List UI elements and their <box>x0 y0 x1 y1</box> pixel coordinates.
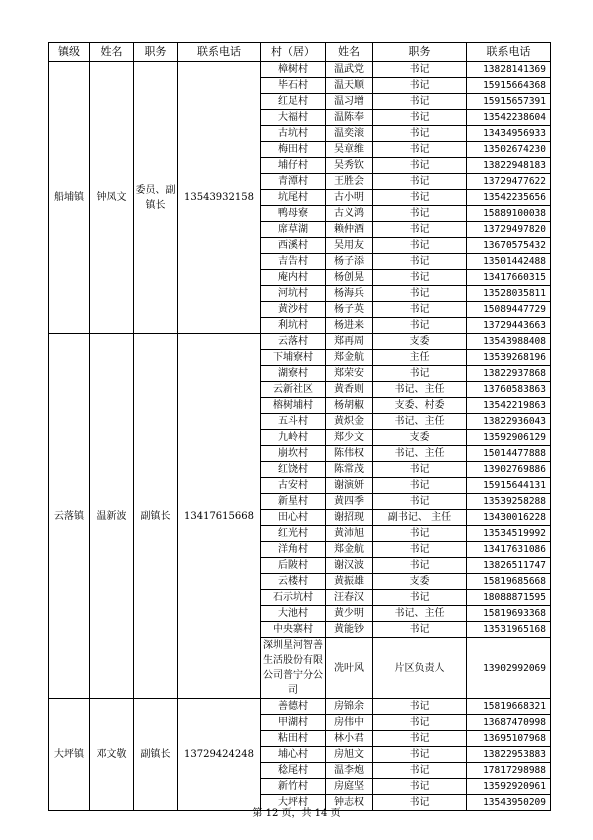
phone-cell: 17817298988 <box>467 763 551 779</box>
village-cell: 九岭村 <box>261 430 326 446</box>
name-cell: 黄沛旭 <box>326 526 373 542</box>
name-cell: 黄少明 <box>326 606 373 622</box>
role-cell: 书记 <box>373 558 467 574</box>
role-cell: 支委 <box>373 334 467 350</box>
role-cell: 书记、主任 <box>373 414 467 430</box>
phone-cell: 13501442488 <box>467 254 551 270</box>
contact-table <box>48 42 551 811</box>
header-leader-phone: 联系电话 <box>178 43 261 62</box>
village-cell: 榕树埔村 <box>261 398 326 414</box>
name-cell: 古小明 <box>326 190 373 206</box>
name-cell: 谢演妍 <box>326 478 373 494</box>
name-cell: 冼叶风 <box>326 638 373 699</box>
role-cell: 书记 <box>373 731 467 747</box>
role-cell: 书记 <box>373 142 467 158</box>
village-cell: 毕石村 <box>261 78 326 94</box>
village-cell: 梅田村 <box>261 142 326 158</box>
village-cell: 云新社区 <box>261 382 326 398</box>
header-row <box>49 43 551 62</box>
name-cell: 温习增 <box>326 94 373 110</box>
name-cell: 温李炮 <box>326 763 373 779</box>
role-cell: 支委 <box>373 430 467 446</box>
town-cell: 大坪镇 <box>49 699 90 811</box>
phone-cell: 13729497820 <box>467 222 551 238</box>
name-cell: 黄香则 <box>326 382 373 398</box>
phone-cell: 13417631086 <box>467 542 551 558</box>
name-cell: 杨海兵 <box>326 286 373 302</box>
village-cell: 大池村 <box>261 606 326 622</box>
phone-cell: 13542235656 <box>467 190 551 206</box>
name-cell: 杨子添 <box>326 254 373 270</box>
name-cell: 杨子英 <box>326 302 373 318</box>
role-cell: 书记 <box>373 542 467 558</box>
village-cell: 下埔寮村 <box>261 350 326 366</box>
role-cell: 书记 <box>373 126 467 142</box>
phone-cell: 15915657391 <box>467 94 551 110</box>
name-cell: 温陈奉 <box>326 110 373 126</box>
role-cell: 书记 <box>373 318 467 334</box>
name-cell: 杨进来 <box>326 318 373 334</box>
phone-cell: 15889100038 <box>467 206 551 222</box>
phone-cell: 13760583863 <box>467 382 551 398</box>
village-cell: 中央寨村 <box>261 622 326 638</box>
role-cell: 书记 <box>373 462 467 478</box>
role-cell: 书记 <box>373 222 467 238</box>
role-cell: 书记 <box>373 366 467 382</box>
phone-cell: 13417660315 <box>467 270 551 286</box>
phone-cell: 13543988408 <box>467 334 551 350</box>
village-cell: 田心村 <box>261 510 326 526</box>
village-cell: 鸭母寮 <box>261 206 326 222</box>
role-cell: 书记 <box>373 622 467 638</box>
village-cell: 吉告村 <box>261 254 326 270</box>
role-cell: 书记、主任 <box>373 606 467 622</box>
role-cell: 书记 <box>373 174 467 190</box>
name-cell: 古义鸿 <box>326 206 373 222</box>
page-footer: 第 12 页，共 14 页 <box>252 808 341 819</box>
role-cell: 书记 <box>373 94 467 110</box>
role-cell: 书记 <box>373 779 467 795</box>
phone-cell: 13534519992 <box>467 526 551 542</box>
phone-cell: 13826511747 <box>467 558 551 574</box>
role-cell: 片区负责人 <box>373 638 467 699</box>
name-cell: 郑金航 <box>326 350 373 366</box>
phone-cell: 15915644131 <box>467 478 551 494</box>
village-cell: 河坑村 <box>261 286 326 302</box>
leader-name-cell: 钟凤文 <box>90 62 134 334</box>
phone-cell: 13542238604 <box>467 110 551 126</box>
village-cell: 利坑村 <box>261 318 326 334</box>
name-cell: 陈常茂 <box>326 462 373 478</box>
role-cell: 书记 <box>373 494 467 510</box>
role-cell: 支委 <box>373 574 467 590</box>
village-cell: 庵内村 <box>261 270 326 286</box>
village-cell: 石示坑村 <box>261 590 326 606</box>
phone-cell: 13430016228 <box>467 510 551 526</box>
name-cell: 谢招现 <box>326 510 373 526</box>
leader-role-cell: 副镇长 <box>134 699 178 811</box>
village-cell: 樟树村 <box>261 62 326 78</box>
role-cell: 书记 <box>373 190 467 206</box>
village-cell: 云落村 <box>261 334 326 350</box>
village-cell: 善德村 <box>261 699 326 715</box>
role-cell: 书记 <box>373 78 467 94</box>
village-cell: 新星村 <box>261 494 326 510</box>
name-cell: 房庭坚 <box>326 779 373 795</box>
village-cell: 深圳星河智善生活股份有限公司普宁分公司 <box>261 638 326 699</box>
village-cell: 古坑村 <box>261 126 326 142</box>
leader-name-cell: 温新波 <box>90 334 134 699</box>
role-cell: 主任 <box>373 350 467 366</box>
role-cell: 书记 <box>373 478 467 494</box>
phone-cell: 13528035811 <box>467 286 551 302</box>
village-cell: 后陂村 <box>261 558 326 574</box>
village-cell: 云楼村 <box>261 574 326 590</box>
name-cell: 黄四季 <box>326 494 373 510</box>
leader-role-cell: 委员、副镇长 <box>134 62 178 334</box>
name-cell: 房伟中 <box>326 715 373 731</box>
name-cell: 汪春汉 <box>326 590 373 606</box>
leader-phone-cell: 13729424248 <box>178 699 261 811</box>
village-cell: 湖寮村 <box>261 366 326 382</box>
village-cell: 古安村 <box>261 478 326 494</box>
role-cell: 书记 <box>373 715 467 731</box>
header-name: 姓名 <box>326 43 373 62</box>
name-cell: 黄能钞 <box>326 622 373 638</box>
phone-cell: 13539258288 <box>467 494 551 510</box>
name-cell: 郑荣安 <box>326 366 373 382</box>
name-cell: 房旭文 <box>326 747 373 763</box>
phone-cell: 13902769886 <box>467 462 551 478</box>
phone-cell: 13695107968 <box>467 731 551 747</box>
name-cell: 郑少文 <box>326 430 373 446</box>
role-cell: 书记 <box>373 270 467 286</box>
phone-cell: 13822953883 <box>467 747 551 763</box>
phone-cell: 13592920961 <box>467 779 551 795</box>
village-cell: 五斗村 <box>261 414 326 430</box>
phone-cell: 13729477622 <box>467 174 551 190</box>
table-row <box>49 334 551 350</box>
village-cell: 新竹村 <box>261 779 326 795</box>
name-cell: 吴用友 <box>326 238 373 254</box>
role-cell: 书记 <box>373 795 467 811</box>
phone-cell: 13502674230 <box>467 142 551 158</box>
table-row <box>49 699 551 715</box>
phone-cell: 13902992069 <box>467 638 551 699</box>
name-cell: 谢汉波 <box>326 558 373 574</box>
role-cell: 书记 <box>373 699 467 715</box>
leader-phone-cell: 13543932158 <box>178 62 261 334</box>
village-cell: 坑尾村 <box>261 190 326 206</box>
village-cell: 红饶村 <box>261 462 326 478</box>
phone-cell: 15915664368 <box>467 78 551 94</box>
header-leader-role: 职务 <box>134 43 178 62</box>
name-cell: 温武党 <box>326 62 373 78</box>
phone-cell: 13729443663 <box>467 318 551 334</box>
phone-cell: 13539268196 <box>467 350 551 366</box>
phone-cell: 13434956933 <box>467 126 551 142</box>
phone-cell: 15819668321 <box>467 699 551 715</box>
village-cell: 红光村 <box>261 526 326 542</box>
header-town: 镇级 <box>49 43 90 62</box>
role-cell: 书记 <box>373 238 467 254</box>
role-cell: 支委、村委 <box>373 398 467 414</box>
name-cell: 黄振雄 <box>326 574 373 590</box>
town-cell: 船埔镇 <box>49 62 90 334</box>
name-cell: 郑再周 <box>326 334 373 350</box>
role-cell: 副书记、 主任 <box>373 510 467 526</box>
name-cell: 郑金航 <box>326 542 373 558</box>
role-cell: 书记 <box>373 763 467 779</box>
phone-cell: 15819693368 <box>467 606 551 622</box>
village-cell: 洋角村 <box>261 542 326 558</box>
leader-role-cell: 副镇长 <box>134 334 178 699</box>
village-cell: 青潭村 <box>261 174 326 190</box>
phone-cell: 13822936043 <box>467 414 551 430</box>
leader-phone-cell: 13417615668 <box>178 334 261 699</box>
phone-cell: 15089447729 <box>467 302 551 318</box>
header-phone: 联系电话 <box>467 43 551 62</box>
role-cell: 书记、主任 <box>373 382 467 398</box>
name-cell: 林小君 <box>326 731 373 747</box>
village-cell: 埔仔村 <box>261 158 326 174</box>
role-cell: 书记 <box>373 286 467 302</box>
phone-cell: 13592906129 <box>467 430 551 446</box>
header-village: 村（居） <box>261 43 326 62</box>
header-leader-name: 姓名 <box>90 43 134 62</box>
role-cell: 书记、主任 <box>373 446 467 462</box>
role-cell: 书记 <box>373 110 467 126</box>
role-cell: 书记 <box>373 747 467 763</box>
leader-name-cell: 邓文敬 <box>90 699 134 811</box>
village-cell: 甲湖村 <box>261 715 326 731</box>
village-cell: 席草湖 <box>261 222 326 238</box>
phone-cell: 13670575432 <box>467 238 551 254</box>
name-cell: 杨胡椒 <box>326 398 373 414</box>
table-row <box>49 62 551 78</box>
name-cell: 房锦余 <box>326 699 373 715</box>
table-body <box>49 62 551 811</box>
village-cell: 埔心村 <box>261 747 326 763</box>
name-cell: 王胜会 <box>326 174 373 190</box>
role-cell: 书记 <box>373 302 467 318</box>
name-cell: 吴秀钦 <box>326 158 373 174</box>
village-cell: 稔尾村 <box>261 763 326 779</box>
village-cell: 崩坎村 <box>261 446 326 462</box>
name-cell: 赖仲酒 <box>326 222 373 238</box>
name-cell: 吴章维 <box>326 142 373 158</box>
phone-cell: 13822937868 <box>467 366 551 382</box>
name-cell: 温天顺 <box>326 78 373 94</box>
phone-cell: 13542219863 <box>467 398 551 414</box>
phone-cell: 15819685668 <box>467 574 551 590</box>
phone-cell: 13543950209 <box>467 795 551 811</box>
phone-cell: 13822948183 <box>467 158 551 174</box>
phone-cell: 18088871595 <box>467 590 551 606</box>
village-cell: 红足村 <box>261 94 326 110</box>
header-role: 职务 <box>373 43 467 62</box>
phone-cell: 13531965168 <box>467 622 551 638</box>
phone-cell: 15014477888 <box>467 446 551 462</box>
phone-cell: 13687470998 <box>467 715 551 731</box>
role-cell: 书记 <box>373 158 467 174</box>
village-cell: 大坪村 <box>261 795 326 811</box>
village-cell: 黄沙村 <box>261 302 326 318</box>
role-cell: 书记 <box>373 526 467 542</box>
role-cell: 书记 <box>373 254 467 270</box>
name-cell: 钟志权 <box>326 795 373 811</box>
phone-cell: 13828141369 <box>467 62 551 78</box>
role-cell: 书记 <box>373 590 467 606</box>
village-cell: 粘田村 <box>261 731 326 747</box>
name-cell: 陈伟权 <box>326 446 373 462</box>
name-cell: 温奕滚 <box>326 126 373 142</box>
role-cell: 书记 <box>373 206 467 222</box>
village-cell: 西溪村 <box>261 238 326 254</box>
name-cell: 黄炽金 <box>326 414 373 430</box>
role-cell: 书记 <box>373 62 467 78</box>
town-cell: 云落镇 <box>49 334 90 699</box>
name-cell: 杨创晃 <box>326 270 373 286</box>
village-cell: 大福村 <box>261 110 326 126</box>
